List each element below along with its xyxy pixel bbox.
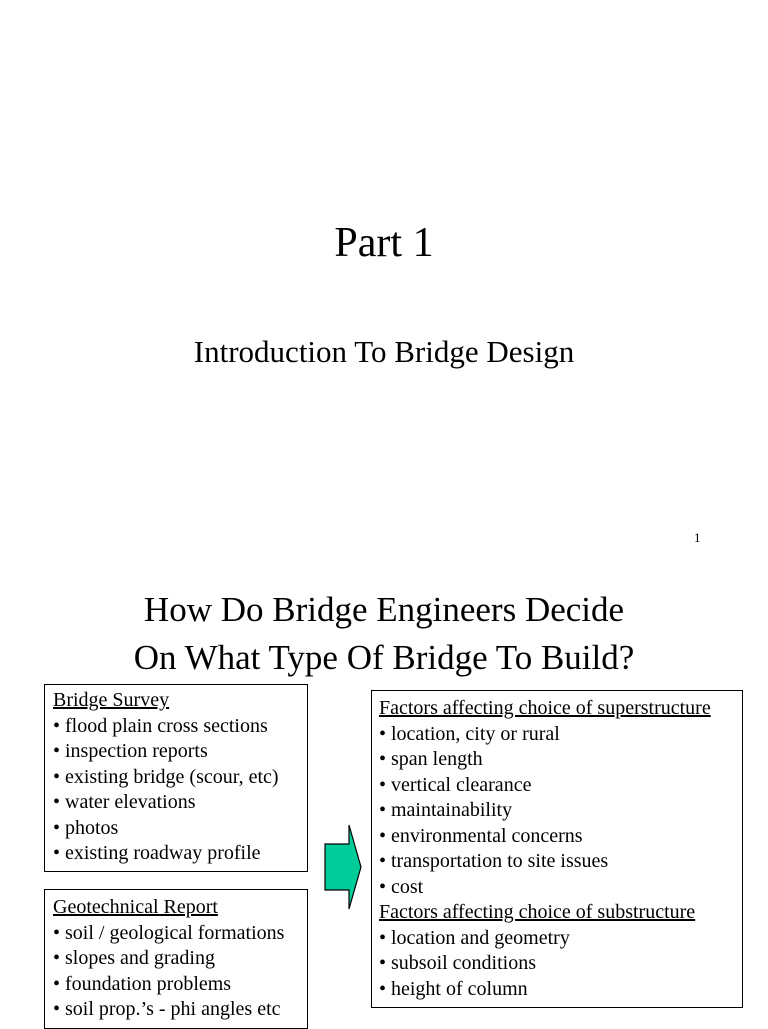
list-item: • subsoil conditions <box>379 952 537 974</box>
factors-box <box>371 690 743 1008</box>
list-item: • transportation to site issues <box>379 850 609 872</box>
superstructure-heading: Factors affecting choice of superstructure <box>379 697 711 719</box>
list-item: • water elevations <box>53 791 196 813</box>
right-arrow-icon <box>324 824 362 910</box>
list-item: • height of column <box>379 977 528 1000</box>
slide-2-title-line-1: How Do Bridge Engineers Decide <box>143 590 625 629</box>
list-item: • maintainability <box>379 799 513 821</box>
geotechnical-report-heading: Geotechnical Report <box>53 896 218 918</box>
list-item: • photos <box>53 816 119 839</box>
list-item: • flood plain cross sections <box>53 714 268 737</box>
list-item: • soil / geological formations <box>53 921 285 944</box>
list-item: • existing roadway profile <box>53 842 261 864</box>
list-item: • location and geometry <box>379 926 570 949</box>
list-item: • soil prop.’s - phi angles etc <box>53 998 281 1020</box>
geotechnical-report-box <box>44 889 308 1029</box>
list-item: • slopes and grading <box>53 947 215 969</box>
substructure-heading: Factors affecting choice of substructure <box>379 901 696 923</box>
list-item: • location, city or rural <box>379 722 560 745</box>
list-item: • environmental concerns <box>379 824 583 847</box>
slide-subtitle: Introduction To Bridge Design <box>193 334 575 369</box>
list-item: • inspection reports <box>53 740 208 762</box>
list-item: • span length <box>379 748 483 770</box>
list-item: • existing bridge (scour, etc) <box>53 765 279 788</box>
list-item: • cost <box>379 875 424 898</box>
page-number: 1 <box>694 530 701 545</box>
slide-2-title <box>0 586 768 682</box>
list-item: • foundation problems <box>53 972 232 995</box>
slide-2-title-line-2: On What Type Of Bridge To Build? <box>133 638 635 677</box>
bridge-survey-heading: Bridge Survey <box>53 689 170 711</box>
bridge-survey-box <box>44 684 308 872</box>
list-item: • vertical clearance <box>379 773 532 796</box>
slide-title: Part 1 <box>334 220 434 266</box>
